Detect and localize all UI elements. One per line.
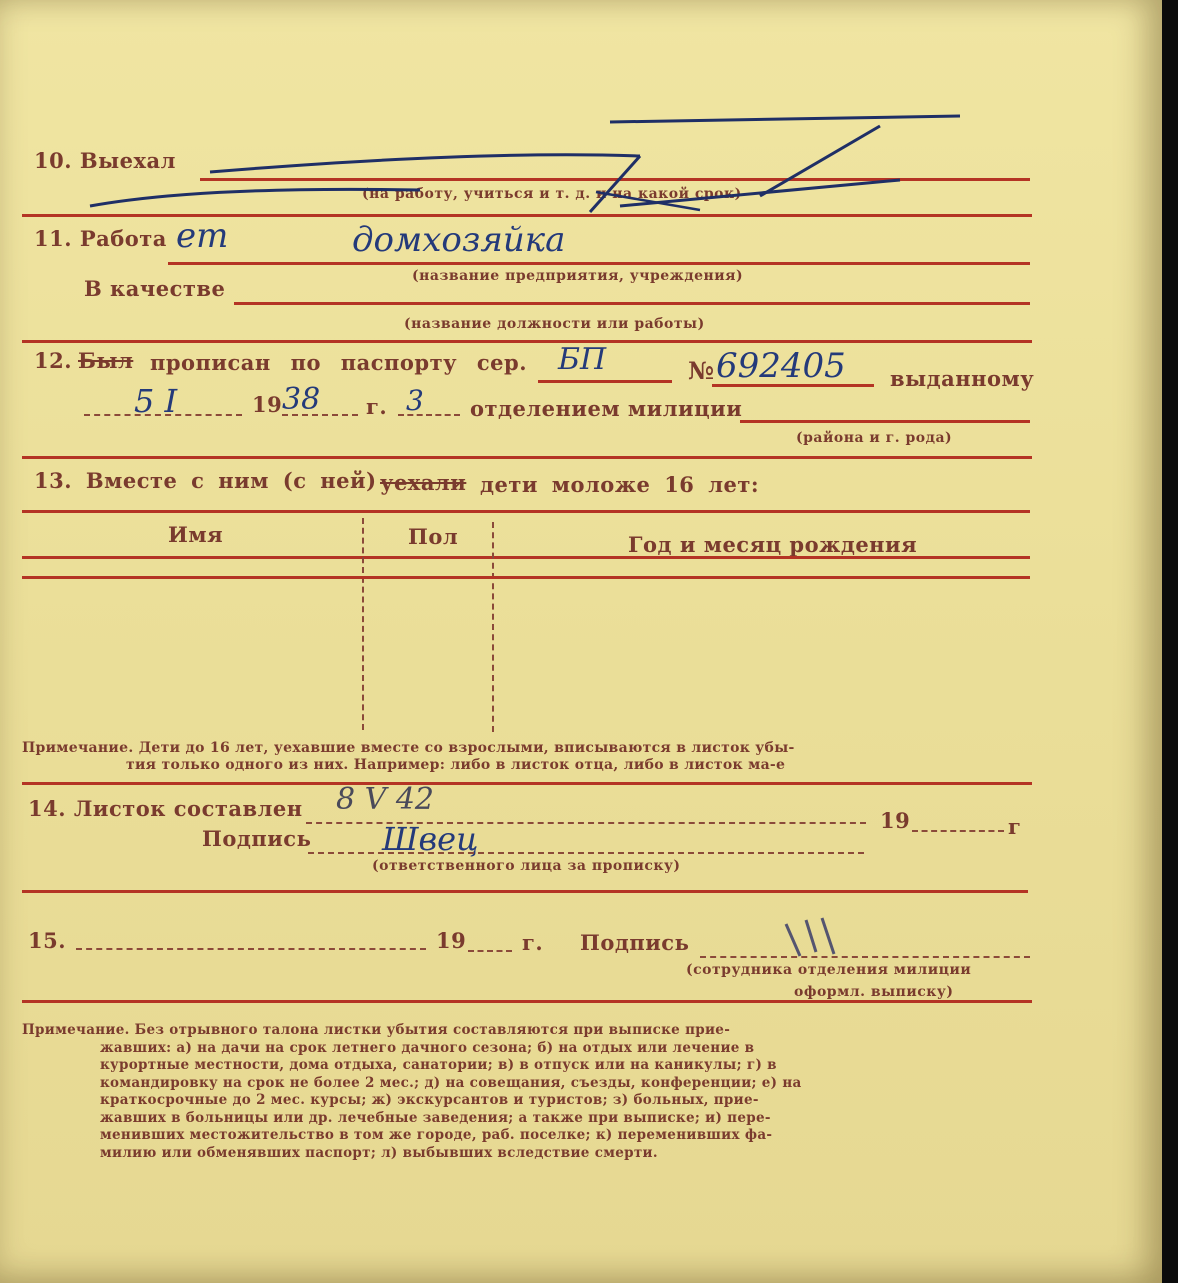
issue-year-g: г. xyxy=(366,394,388,419)
field-15-sign-label: Подпись xyxy=(580,930,690,955)
field-10-dash-left xyxy=(210,155,640,172)
position-caption: (название должности или работы) xyxy=(404,316,705,332)
field-10-dash-right-top xyxy=(610,116,960,122)
children-header-sex: Пол xyxy=(408,524,459,549)
note-2-line-6: менивших местожительство в том же городе, раб. поселке; к) переменивших фа- xyxy=(100,1127,773,1143)
employer-prefix: ет xyxy=(176,216,229,256)
field-11-label: 11. Работа xyxy=(34,226,167,251)
children-header-birth: Год и месяц рождения xyxy=(628,532,918,557)
compiled-year-g: г xyxy=(1008,814,1022,839)
field-12-number: 12. xyxy=(34,348,73,373)
field-14-label: 14. Листок составлен xyxy=(28,796,303,821)
note-2-line-5: жавших в больницы или др. лечебные заведения; а также при выписке; и) пере- xyxy=(100,1109,771,1126)
note-2-title: Примечание. xyxy=(22,1022,130,1038)
employer-value: домхозяйка xyxy=(352,220,566,260)
employer-caption: (название предприятия, учреждения) xyxy=(412,268,744,284)
signature-caption: (ответственного лица за прописку) xyxy=(372,858,681,874)
responsible-signature: Швец xyxy=(382,820,479,858)
note-2-line-2: курортные местности, дома отдыха, санатории; в) в отпуск или на каникулы; г) в xyxy=(100,1057,777,1073)
passport-series: БП xyxy=(558,342,607,377)
field-15-label: 15. xyxy=(28,928,67,953)
department-number: 3 xyxy=(406,384,424,417)
note-2-line-1: жавших: а) на дачи на срок летнего дачного сезона; б) на отдых или лечение в xyxy=(100,1039,755,1056)
note-2-line-4: краткосрочные до 2 мес. курсы; ж) экскурсантов и туристов; з) больных, прие- xyxy=(100,1092,759,1108)
field-14-sign-label: Подпись xyxy=(202,826,312,851)
passport-number-label: № xyxy=(688,356,715,385)
issue-day: 5 I xyxy=(134,382,178,420)
field-12-struck-word: Был xyxy=(78,348,134,373)
position-label: В качестве xyxy=(84,276,226,301)
issue-year-prefix: 19 xyxy=(252,392,283,417)
field-10-label: 10. Выехал xyxy=(34,148,176,173)
note-1-title: Примечание. xyxy=(22,740,134,756)
note-1-line-1: Примечание. Дети до 16 лет, уехавшие вместе со взрослыми, вписываются в листок убы- xyxy=(22,740,795,756)
compiled-year-prefix: 19 xyxy=(880,808,911,833)
field-13-label-end: дети моложе 16 лет: xyxy=(480,472,760,497)
field-12-label: прописан по паспорту сер. xyxy=(150,350,528,375)
department-caption: (района и г. рода) xyxy=(796,430,953,446)
field-10-dash-right-under xyxy=(620,180,900,206)
department-label: отделением милиции xyxy=(470,396,743,421)
field-15-caption-2: оформл. выписку) xyxy=(794,984,954,1000)
field-13-struck-word: уехали xyxy=(380,470,467,495)
field-13-label: 13. Вместе с ним (с ней) xyxy=(34,468,377,493)
note-1-line-2: тия только одного из них. Например: либо в листок отца, либо в листок ма-е xyxy=(126,757,786,773)
passport-number: 692405 xyxy=(716,346,846,386)
field-15-year-prefix: 19 xyxy=(436,928,467,953)
children-header-name: Имя xyxy=(168,522,224,547)
field-10-dash-right-slash xyxy=(760,126,880,196)
issue-year-suffix: 38 xyxy=(282,382,321,417)
field-10-dash-under xyxy=(90,189,420,206)
compiled-date: 8 V 42 xyxy=(336,782,434,817)
issued-label: выданному xyxy=(890,366,1035,391)
field-15-year-g: г. xyxy=(522,930,544,955)
field-10-caption: (на работу, учиться и т. д. и на какой срок) xyxy=(362,186,742,202)
note-2-line-3: командировку на срок не более 2 мес.; д) на совещания, съезды, конференции; е) на xyxy=(100,1074,802,1091)
field-15-caption-1: (сотрудника отделения милиции xyxy=(686,962,972,978)
note-2-line-0: Примечание. Без отрывного талона листки убытия составляются при выписке прие- xyxy=(22,1022,731,1038)
field-15-mark xyxy=(786,918,834,956)
note-2-line-7: милию или обменявших паспорт; л) выбывших вследствие смерти. xyxy=(100,1144,658,1161)
